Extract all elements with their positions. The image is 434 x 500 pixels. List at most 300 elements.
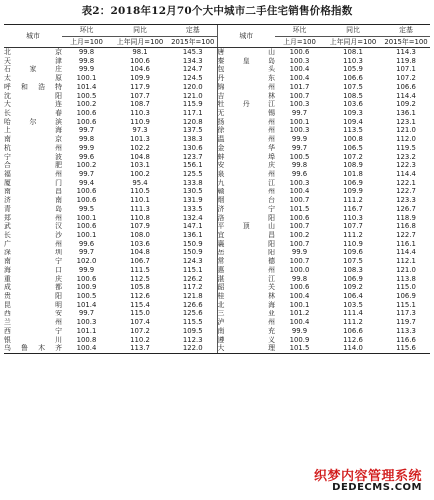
- cell-dingji: 116.1: [396, 239, 416, 248]
- header-sub-dingji: 2015年=100: [169, 37, 217, 48]
- cell-tongbi: 113.5: [343, 126, 363, 135]
- cell-huanbi: 99.6: [78, 239, 95, 248]
- cell-dingji: 121.0: [396, 126, 416, 135]
- table-row: [4, 153, 430, 162]
- cell-huanbi: 100.1: [76, 213, 97, 222]
- cell-tongbi: 106.6: [343, 74, 363, 83]
- cell-dingji: 114.4: [396, 91, 416, 100]
- cell-dingji: 113.8: [396, 274, 416, 283]
- cell-dingji: 120.8: [182, 117, 203, 126]
- header-sub-huanbi: 上月=100: [62, 37, 111, 48]
- table-row: [4, 275, 430, 284]
- cell-city: 南 京: [4, 135, 62, 144]
- cell-huanbi: 101.4: [76, 300, 97, 309]
- cell-city: 惠 州: [217, 265, 275, 274]
- cell-huanbi: 99.6: [291, 170, 308, 178]
- cell-city: 昆 明: [4, 300, 62, 309]
- cell-huanbi: 100.3: [289, 100, 310, 109]
- cell-city: 温 州: [217, 135, 275, 144]
- cell-city: 湛 江: [217, 274, 275, 283]
- cell-tongbi: 106.5: [343, 143, 363, 152]
- cell-dingji: 122.3: [396, 161, 416, 170]
- cell-tongbi: 113.7: [111, 344, 169, 353]
- cell-tongbi: 110.3: [343, 213, 363, 222]
- cell-tongbi: 107.7: [343, 222, 363, 231]
- table-row: [4, 344, 430, 353]
- cell-city: 沈 阳: [4, 91, 62, 100]
- cell-huanbi: 100.7: [289, 239, 310, 248]
- cell-tongbi: 102.2: [130, 143, 150, 152]
- cell-tongbi: 103.6: [343, 100, 363, 109]
- cell-tongbi: 112.5: [130, 274, 150, 283]
- cell-dingji: 112.3: [182, 335, 203, 344]
- cell-tongbi: 110.3: [130, 109, 150, 117]
- cell-dingji: 125.5: [182, 170, 203, 178]
- header-sub-huanbi-2: 上月=100: [275, 37, 324, 48]
- cell-huanbi: 99.7: [78, 248, 95, 257]
- table-row: [4, 48, 430, 57]
- cell-city: 无 锡: [217, 109, 275, 117]
- cell-huanbi: 100.7: [289, 222, 310, 231]
- cell-tongbi: 103.5: [343, 300, 363, 309]
- table-header: [4, 25, 430, 48]
- cell-huanbi: 100.8: [76, 335, 97, 344]
- cell-huanbi: 100.1: [289, 300, 310, 309]
- cell-city: 海 口: [4, 265, 62, 274]
- table-row: [4, 336, 430, 345]
- cell-dingji: 119.7: [396, 318, 416, 327]
- cell-city: 泸 州: [217, 318, 275, 327]
- cell-huanbi: 100.1: [76, 231, 97, 239]
- table-row: [4, 118, 430, 127]
- cell-city: 济 南: [4, 196, 62, 205]
- header-sub-tongbi-2: 上年同月=100: [324, 37, 382, 48]
- cell-dingji: 124.3: [182, 257, 203, 266]
- cell-tongbi: 108.3: [343, 265, 363, 274]
- cell-huanbi: 100.6: [76, 187, 97, 196]
- cell-tongbi: 111.4: [343, 309, 363, 318]
- cell-huanbi: 100.7: [289, 91, 310, 100]
- cell-city: 重 庆: [4, 274, 62, 283]
- cell-huanbi: 99.8: [78, 56, 95, 65]
- cell-city: 遵 义: [217, 335, 275, 344]
- cell-dingji: 156.1: [182, 161, 203, 170]
- cell-city: 郑 州: [4, 213, 62, 222]
- table-row: [4, 144, 430, 153]
- header-sub-tongbi: 上年同月=100: [111, 37, 169, 48]
- table-row: [4, 74, 430, 83]
- table-row: [4, 249, 430, 258]
- cell-dingji: 116.8: [396, 222, 416, 231]
- cell-tongbi: 109.6: [343, 248, 363, 257]
- cell-huanbi: 101.4: [76, 82, 97, 91]
- cell-dingji: 130.6: [182, 143, 203, 152]
- cell-huanbi: 99.6: [78, 152, 95, 161]
- cell-tongbi: 106.4: [343, 292, 363, 301]
- cell-city: 西 安: [4, 309, 62, 318]
- cell-dingji: 107.1: [396, 65, 416, 74]
- cell-dingji: 112.1: [396, 257, 416, 266]
- cell-dingji: 131.9: [182, 196, 203, 205]
- cell-dingji: 107.2: [396, 74, 416, 83]
- cell-dingji: 118.9: [396, 213, 416, 222]
- cell-city: 北 海: [217, 300, 275, 309]
- cell-tongbi: 109.4: [343, 117, 363, 126]
- cell-dingji: 122.7: [396, 231, 416, 239]
- cell-city: 成 都: [4, 283, 62, 292]
- cell-huanbi: 100.6: [76, 109, 97, 117]
- table-row: [4, 222, 430, 231]
- cell-dingji: 115.1: [182, 265, 203, 274]
- cell-tongbi: 106.7: [130, 257, 150, 266]
- cell-tongbi: 104.6: [130, 65, 150, 74]
- cell-dingji: 119.8: [396, 56, 416, 65]
- cell-city: 南 宁: [4, 257, 62, 266]
- cell-city: 蚌 埠: [217, 152, 275, 161]
- cell-huanbi: 100.3: [289, 126, 310, 135]
- cell-tongbi: 110.2: [130, 335, 150, 344]
- cell-huanbi: 99.7: [78, 170, 95, 178]
- header-sub-dingji-2: 2015年=100: [382, 37, 430, 48]
- table-row: [4, 283, 430, 292]
- cell-tongbi: 111.2: [343, 318, 363, 327]
- cell-huanbi: 100.5: [76, 292, 97, 301]
- table-row: [4, 327, 430, 336]
- cell-dingji: 133.8: [182, 178, 203, 187]
- cell-city: 杭 州: [4, 143, 62, 152]
- watermark: [290, 464, 428, 494]
- cell-huanbi: 100.6: [76, 196, 97, 205]
- cell-dingji: 115.1: [396, 300, 416, 309]
- cell-city: 哈尔滨: [4, 117, 62, 126]
- cell-dingji: 147.1: [182, 222, 203, 231]
- cell-tongbi: 106.9: [343, 178, 363, 187]
- cell-dingji: 114.4: [396, 170, 416, 178]
- cell-city: 扬 州: [217, 117, 275, 126]
- cell-tongbi: 111.5: [130, 265, 150, 274]
- table-row: [4, 257, 430, 266]
- cell-tongbi: 101.8: [343, 170, 363, 178]
- cell-dingji: 121.0: [182, 91, 203, 100]
- cell-tongbi: 109.3: [343, 109, 363, 117]
- cell-city: 包 头: [217, 65, 275, 74]
- cell-city: 岳 阳: [217, 248, 275, 257]
- cell-tongbi: 100.6: [130, 56, 150, 65]
- cell-city: 襄 阳: [217, 239, 275, 248]
- cell-tongbi: 110.5: [130, 187, 150, 196]
- header-tongbi-2: 同比: [324, 25, 382, 37]
- cell-tongbi: 108.1: [343, 47, 363, 56]
- header-tongbi: 同比: [111, 25, 169, 37]
- cell-tongbi: 105.9: [343, 65, 363, 74]
- cell-city: 丹 东: [217, 74, 275, 83]
- header-city-2: 城市: [217, 25, 275, 48]
- cell-tongbi: 112.6: [130, 292, 150, 301]
- cell-dingji: 122.1: [396, 178, 416, 187]
- cell-dingji: 115.5: [182, 318, 203, 327]
- cell-dingji: 106.9: [396, 292, 416, 301]
- cell-huanbi: 100.3: [289, 56, 310, 65]
- cell-city: 宜 昌: [217, 231, 275, 239]
- cell-huanbi: 99.7: [291, 143, 308, 152]
- cell-huanbi: 99.8: [291, 161, 308, 170]
- cell-dingji: 115.9: [182, 100, 203, 109]
- cell-huanbi: 99.7: [78, 126, 95, 135]
- price-index-table: [4, 24, 430, 354]
- cell-huanbi: 99.9: [291, 248, 308, 257]
- table-row: [4, 161, 430, 170]
- cell-city: 呼和浩特: [4, 82, 62, 91]
- cell-city: 青 岛: [4, 204, 62, 213]
- cell-dingji: 134.3: [182, 56, 203, 65]
- cell-tongbi: 107.7: [130, 91, 150, 100]
- cell-city: 南 充: [217, 327, 275, 335]
- cell-huanbi: 101.1: [76, 327, 97, 335]
- cell-city: 洛 阳: [217, 213, 275, 222]
- cell-dingji: 121.0: [396, 265, 416, 274]
- table-row: [4, 100, 430, 109]
- table-row: [4, 292, 430, 301]
- cell-dingji: 123.3: [396, 196, 416, 205]
- cell-city: 天 津: [4, 56, 62, 65]
- table-row: [4, 205, 430, 214]
- cell-tongbi: 115.4: [130, 300, 150, 309]
- cell-huanbi: 100.0: [289, 265, 310, 274]
- cell-tongbi: 115.0: [130, 309, 150, 318]
- cell-city: 南 昌: [4, 187, 62, 196]
- cell-tongbi: 110.9: [130, 117, 150, 126]
- cell-dingji: 109.5: [182, 327, 203, 335]
- cell-huanbi: 100.6: [76, 222, 97, 231]
- cell-huanbi: 100.2: [289, 231, 310, 239]
- cell-huanbi: 102.0: [76, 257, 97, 266]
- table-row: [4, 301, 430, 310]
- cell-dingji: 132.4: [182, 213, 203, 222]
- cell-tongbi: 108.5: [343, 91, 363, 100]
- cell-dingji: 113.3: [396, 327, 416, 335]
- header-city: 城市: [4, 25, 62, 48]
- cell-huanbi: 100.1: [289, 117, 310, 126]
- cell-city: 武 汉: [4, 222, 62, 231]
- table-row: [4, 109, 430, 118]
- cell-dingji: 120.0: [182, 82, 203, 91]
- cell-city: 牡丹江: [217, 100, 275, 109]
- cell-tongbi: 110.9: [343, 239, 363, 248]
- cell-city: 韶 关: [217, 283, 275, 292]
- cell-city: 大 连: [4, 100, 62, 109]
- table-row: [4, 135, 430, 144]
- watermark-text-cn: 织梦内容管理系统: [313, 469, 422, 484]
- cell-dingji: 130.5: [182, 187, 203, 196]
- cell-dingji: 138.3: [182, 135, 203, 144]
- cell-city: 泉 州: [217, 170, 275, 178]
- cell-huanbi: 100.4: [289, 292, 310, 301]
- table-row: [4, 231, 430, 240]
- cell-tongbi: 111.3: [130, 204, 150, 213]
- table-row: [4, 83, 430, 92]
- cell-tongbi: 110.1: [130, 196, 150, 205]
- cell-dingji: 106.6: [396, 82, 416, 91]
- cell-tongbi: 110.3: [343, 56, 363, 65]
- table-row: [4, 126, 430, 135]
- cell-tongbi: 101.3: [130, 135, 150, 144]
- cell-huanbi: 100.1: [76, 74, 97, 83]
- cell-tongbi: 107.5: [343, 82, 363, 91]
- cell-dingji: 136.1: [396, 109, 416, 117]
- cell-dingji: 114.4: [396, 248, 416, 257]
- cell-tongbi: 108.9: [343, 161, 363, 170]
- cell-city: 广 州: [4, 239, 62, 248]
- table-row: [4, 318, 430, 327]
- cell-dingji: 121.8: [182, 292, 203, 301]
- cell-dingji: 150.9: [182, 248, 203, 257]
- cell-huanbi: 99.9: [78, 265, 95, 274]
- table-row: [4, 170, 430, 179]
- cell-city: 烟 台: [217, 196, 275, 205]
- cell-tongbi: 107.2: [130, 327, 150, 335]
- cell-city: 济 宁: [217, 204, 275, 213]
- table-row: [4, 196, 430, 205]
- cell-dingji: 117.3: [396, 309, 416, 318]
- cell-city: 兰 州: [4, 318, 62, 327]
- cell-city: 赣 州: [217, 187, 275, 196]
- cell-dingji: 133.5: [182, 204, 203, 213]
- header-dingji: 定基: [169, 25, 217, 37]
- cell-huanbi: 100.3: [76, 318, 97, 327]
- cell-huanbi: 100.4: [289, 74, 310, 83]
- cell-dingji: 117.2: [182, 283, 203, 292]
- cell-city: 长 春: [4, 109, 62, 117]
- cell-dingji: 123.7: [182, 152, 203, 161]
- cell-tongbi: 107.5: [343, 257, 363, 266]
- cell-huanbi: 99.9: [291, 135, 308, 144]
- cell-huanbi: 101.5: [289, 204, 310, 213]
- cell-tongbi: 110.8: [130, 213, 150, 222]
- table-row: [4, 92, 430, 101]
- header-dingji-2: 定基: [382, 25, 430, 37]
- cell-dingji: 123.2: [396, 152, 416, 161]
- cell-tongbi: 116.7: [343, 204, 363, 213]
- cell-dingji: 126.6: [182, 300, 203, 309]
- cell-tongbi: 114.0: [324, 344, 382, 353]
- cell-city: 唐 山: [217, 47, 275, 56]
- cell-tongbi: 107.2: [343, 152, 363, 161]
- cell-dingji: 126.7: [396, 204, 416, 213]
- table-row: [4, 214, 430, 223]
- cell-huanbi: 99.8: [78, 135, 95, 144]
- cell-tongbi: 108.7: [130, 100, 150, 109]
- cell-city: 金 华: [217, 143, 275, 152]
- cell-city: 乌鲁木齐: [4, 344, 62, 353]
- cell-dingji: 119.5: [396, 143, 416, 152]
- cell-huanbi: 100.4: [289, 65, 310, 74]
- cell-dingji: 124.7: [182, 65, 203, 74]
- cell-tongbi: 107.9: [130, 222, 150, 231]
- cell-dingji: 137.5: [182, 126, 203, 135]
- cell-dingji: 117.1: [182, 109, 203, 117]
- cell-tongbi: 98.1: [132, 47, 148, 56]
- cell-huanbi: 100.5: [289, 152, 310, 161]
- cell-dingji: 116.6: [396, 335, 416, 344]
- table-row: [4, 240, 430, 249]
- cell-huanbi: 101.2: [289, 309, 310, 318]
- cell-huanbi: 100.6: [76, 274, 97, 283]
- cell-huanbi: 100.6: [289, 283, 310, 292]
- header-huanbi: 环比: [62, 25, 111, 37]
- cell-tongbi: 95.4: [132, 178, 148, 187]
- cell-huanbi: 100.9: [76, 283, 97, 292]
- cell-dingji: 109.2: [396, 100, 416, 109]
- cell-huanbi: 100.7: [289, 196, 310, 205]
- table-row: [4, 266, 430, 275]
- cell-city: 太 原: [4, 74, 62, 83]
- cell-huanbi: 101.5: [275, 344, 324, 353]
- cell-huanbi: 100.6: [289, 47, 310, 56]
- cell-tongbi: 107.4: [130, 318, 150, 327]
- table-row: [4, 188, 430, 197]
- cell-huanbi: 99.9: [78, 65, 95, 74]
- cell-city: 吉 林: [217, 91, 275, 100]
- table-body: [4, 48, 430, 354]
- cell-dingji: 115.6: [382, 344, 430, 353]
- cell-city: 徐 州: [217, 126, 275, 135]
- table-row: [4, 179, 430, 188]
- cell-tongbi: 112.6: [343, 335, 363, 344]
- cell-city: 宁 波: [4, 152, 62, 161]
- cell-huanbi: 99.5: [78, 204, 95, 213]
- cell-city: 锦 州: [217, 82, 275, 91]
- cell-tongbi: 104.8: [130, 248, 150, 257]
- cell-city: 厦 门: [4, 178, 62, 187]
- cell-tongbi: 103.1: [130, 161, 150, 170]
- table-row: [4, 57, 430, 66]
- cell-tongbi: 109.9: [130, 74, 150, 83]
- cell-dingji: 123.1: [396, 117, 416, 126]
- cell-city: 合 肥: [4, 161, 62, 170]
- cell-city: 秦皇岛: [217, 56, 275, 65]
- cell-dingji: 122.0: [169, 344, 217, 353]
- cell-tongbi: 103.6: [130, 239, 150, 248]
- cell-dingji: 150.9: [182, 239, 203, 248]
- cell-tongbi: 106.9: [343, 274, 363, 283]
- cell-huanbi: 100.9: [289, 335, 310, 344]
- cell-city: 安 庆: [217, 161, 275, 170]
- cell-tongbi: 106.6: [343, 327, 363, 335]
- cell-huanbi: 100.4: [289, 187, 310, 196]
- cell-tongbi: 105.8: [130, 283, 150, 292]
- cell-huanbi: 99.8: [291, 274, 308, 283]
- table-row: [4, 65, 430, 74]
- cell-city: 西 宁: [4, 327, 62, 335]
- cell-huanbi: 100.6: [289, 213, 310, 222]
- cell-city: 深 圳: [4, 248, 62, 257]
- cell-dingji: 126.2: [182, 274, 203, 283]
- cell-huanbi: 100.5: [76, 91, 97, 100]
- cell-dingji: 124.5: [182, 74, 203, 83]
- cell-huanbi: 100.2: [76, 100, 97, 109]
- cell-tongbi: 100.2: [130, 170, 150, 178]
- cell-city: 贵 阳: [4, 292, 62, 301]
- cell-city: 银 川: [4, 335, 62, 344]
- cell-city: 常 德: [217, 257, 275, 266]
- cell-tongbi: 117.9: [130, 82, 150, 91]
- cell-dingji: 122.7: [396, 187, 416, 196]
- cell-huanbi: 100.6: [76, 117, 97, 126]
- cell-dingji: 114.3: [396, 47, 416, 56]
- cell-city: 桂 林: [217, 292, 275, 301]
- cell-city: 石家庄: [4, 65, 62, 74]
- cell-city: 长 沙: [4, 231, 62, 239]
